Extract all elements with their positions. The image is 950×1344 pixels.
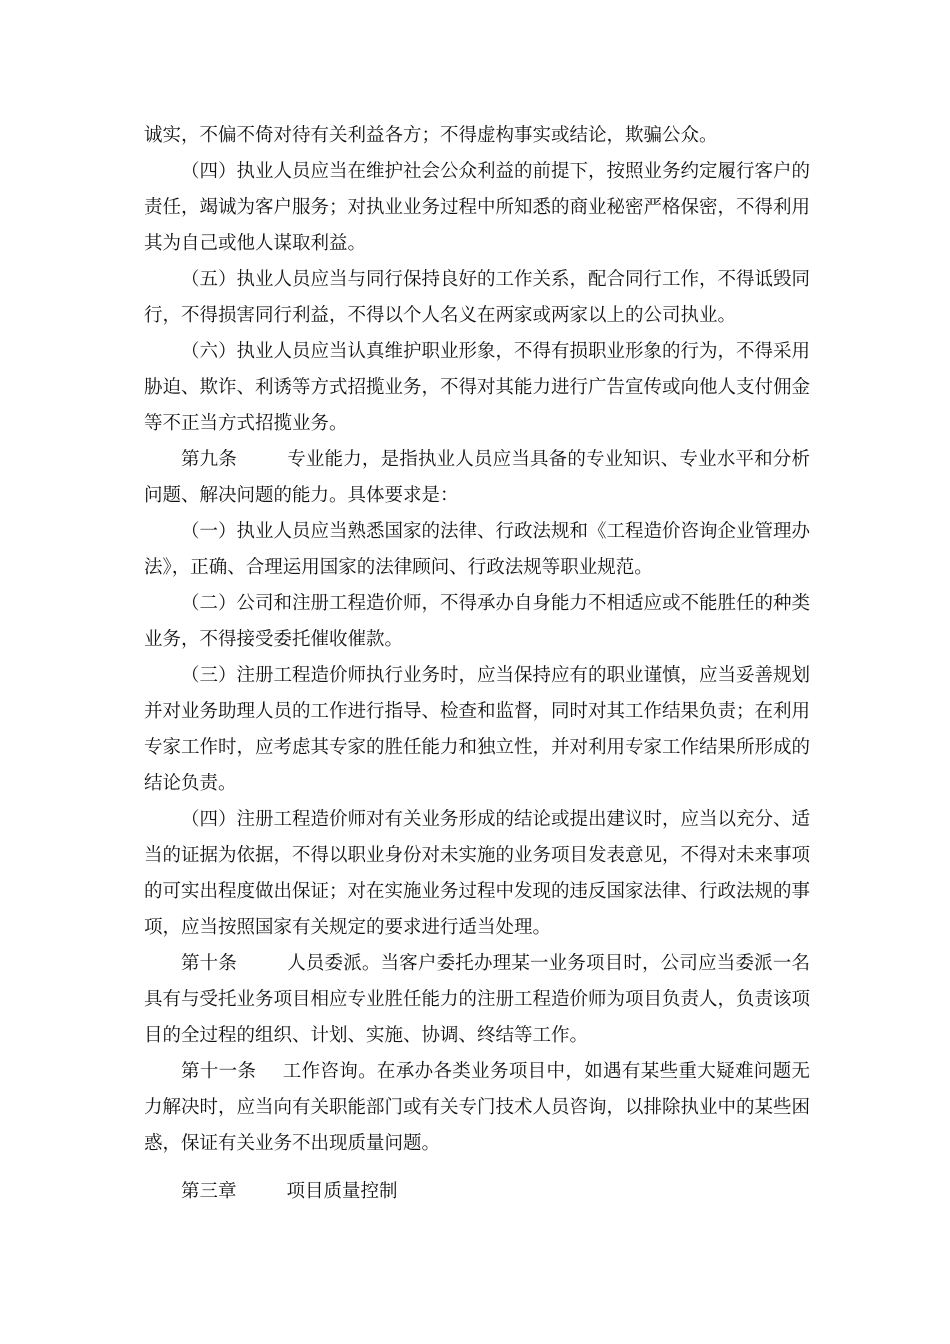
paragraph-text: （四）注册工程造价师对有关业务形成的结论或提出建议时，应当以充分、适当的证据为依据，不得以职业身份对未实施的业务项目发表意见，不得对未来事项的可实出程度做出保证；对在实施业务过程中发现的违反国家法律、行政法规的事项，应当按照国家有关规定的要求进行适当处理。 <box>144 809 811 938</box>
article-number: 第九条 <box>181 449 238 470</box>
paragraph-item-3 <box>144 658 810 802</box>
paragraph-text: 工作咨询。在承办各类业务项目中，如遇有某些重大疑难问题无力解决时，应当向有关职能部门或有关专门技术人员咨询，以排除执业中的某些困惑，保证有关业务不出现质量问题。 <box>144 1061 811 1154</box>
chapter-number: 第三章 <box>181 1181 237 1202</box>
document-body <box>144 118 810 1210</box>
paragraph-text: （四）执业人员应当在维护社会公众利益的前提下，按照业务约定履行客户的责任，竭诚为客户服务；对执业业务过程中所知悉的商业秘密严格保密，不得利用其为自己或他人谋取利益。 <box>144 161 811 254</box>
article-number: 第十条 <box>181 953 238 974</box>
paragraph-item-2 <box>144 586 810 658</box>
paragraph-item-4 <box>144 154 810 262</box>
paragraph-text: （六）执业人员应当认真维护职业形象，不得有损职业形象的行为，不得采用胁迫、欺诈、利诱等方式招揽业务，不得对其能力进行广告宣传或向他人支付佣金等不正当方式招揽业务。 <box>144 341 811 434</box>
article-10 <box>144 946 810 1054</box>
chapter-title: 项目质量控制 <box>286 1181 398 1202</box>
paragraph-item-6 <box>144 334 810 442</box>
paragraph-item-5 <box>144 262 810 334</box>
paragraph-item-1 <box>144 514 810 586</box>
paragraph-text: （二）公司和注册工程造价师，不得承办自身能力不相适应或不能胜任的种类业务，不得接受委托催收催款。 <box>144 593 811 650</box>
paragraph-text: 诚实，不偏不倚对待有关利益各方；不得虚构事实或结论，欺骗公众。 <box>144 125 718 146</box>
article-11 <box>144 1054 810 1162</box>
article-number: 第十一条 <box>181 1061 257 1082</box>
chapter-heading <box>144 1174 810 1210</box>
paragraph-text: 人员委派。当客户委托办理某一业务项目时，公司应当委派一名具有与受托业务项目相应专业胜任能力的注册工程造价师为项目负责人，负责该项目的全过程的组织、计划、实施、协调、终结等工作。 <box>144 953 811 1046</box>
paragraph-text: （五）执业人员应当与同行保持良好的工作关系，配合同行工作，不得诋毁同行，不得损害同行利益，不得以个人名义在两家或两家以上的公司执业。 <box>144 269 811 326</box>
paragraph-text: （一）执业人员应当熟悉国家的法律、行政法规和《工程造价咨询企业管理办法》，正确、合理运用国家的法律顾问、行政法规等职业规范。 <box>144 521 811 578</box>
article-9 <box>144 442 810 514</box>
paragraph-text: （三）注册工程造价师执行业务时，应当保持应有的职业谨慎，应当妥善规划并对业务助理人员的工作进行指导、检查和监督，同时对其工作结果负责；在利用专家工作时，应考虑其专家的胜任能力和独立性，并对利用专家工作结果所形成的结论负责。 <box>144 665 811 794</box>
paragraph-text: 专业能力，是指执业人员应当具备的专业知识、专业水平和分析问题、解决问题的能力。具体要求是： <box>144 449 810 506</box>
paragraph-item-4b <box>144 802 810 946</box>
paragraph-continuation <box>144 118 810 154</box>
